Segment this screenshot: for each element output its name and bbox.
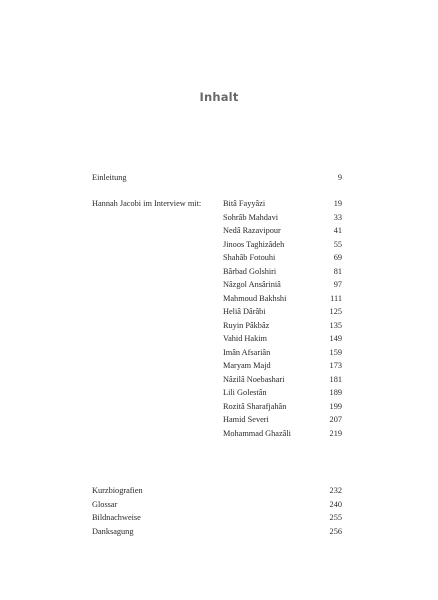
toc-entry-label: Danksagung [92, 526, 134, 536]
toc-entry-page: 181 [329, 374, 342, 384]
toc-entry-page: 219 [329, 428, 342, 438]
toc-entry-page: 159 [329, 347, 342, 357]
toc-entry-page: 240 [329, 499, 342, 509]
toc-interview-entry [0, 294, 438, 304]
toc-entry-intro [0, 173, 438, 183]
toc-interview-entry [0, 321, 438, 331]
interviewee-name: Mohammad Ghazâli [223, 428, 291, 438]
toc-interview-entry [0, 415, 438, 425]
toc-entry-label: Glossar [92, 499, 118, 509]
toc-title: Inhalt [199, 90, 239, 104]
toc-interview-entry [0, 240, 438, 250]
interviewee-name: Sohrâb Mahdavi [223, 212, 279, 222]
interviewee-name: Nâzilâ Noebashari [223, 374, 285, 384]
toc-entry-label: Bildnachweise [92, 513, 141, 522]
toc-entry-page: 69 [333, 253, 342, 262]
toc-entry-page: 41 [333, 226, 342, 235]
interviewee-name: Mahmoud Bakhshi [223, 293, 287, 303]
toc-interview-entry [0, 348, 438, 358]
toc-interview-entry [0, 213, 438, 223]
toc-entry-page: 111 [330, 293, 342, 303]
toc-entry-page: 19 [333, 199, 342, 208]
interviewee-name: Rozitâ Sharafjahân [223, 401, 287, 411]
interviewee-name: Ruyin Pâkbâz [223, 320, 270, 330]
interviewee-name: Heliâ Dârâbi [223, 307, 266, 316]
toc-entry-page: 149 [329, 334, 342, 343]
toc-interview-entry [0, 361, 438, 371]
toc-appendix-entry [0, 486, 438, 496]
toc-interview-entry [0, 307, 438, 317]
toc-entry-label: Einleitung [92, 173, 127, 182]
toc-interview-entry [0, 253, 438, 263]
toc-entry-label: Kurzbiografien [92, 486, 143, 495]
toc-interview-entry [0, 388, 438, 398]
toc-appendix-entry [0, 513, 438, 523]
toc-entry-page: 9 [337, 173, 342, 182]
toc-interview-entry [0, 375, 438, 385]
toc-entry-page: 255 [329, 513, 342, 522]
toc-interview-entry [0, 402, 438, 412]
toc-appendix-entry [0, 527, 438, 537]
interviewee-name: Bârbad Golshiri [223, 266, 277, 276]
interviewee-name: Lili Golestân [223, 388, 267, 397]
toc-entry-page: 97 [333, 280, 342, 289]
toc-interview-entry [0, 280, 438, 290]
interviewee-name: Nedâ Razavipour [223, 226, 281, 235]
interviewee-name: Bitâ Fayyâzi [223, 199, 266, 208]
interviewee-name: Maryam Majd [223, 361, 271, 370]
toc-entry-page: 55 [333, 239, 342, 249]
toc-entry-page: 232 [329, 486, 342, 495]
toc-entry-page: 256 [329, 526, 342, 536]
toc-interview-entry [0, 334, 438, 344]
toc-interview-entry [0, 226, 438, 236]
toc-interview-heading: Hannah Jacobi im Interview mit: [92, 199, 202, 208]
interviewee-name: Imân Afsariân [223, 347, 271, 357]
interviewee-name: Jinoos Taghizâdeh [223, 239, 285, 249]
toc-interview-entry [0, 199, 438, 209]
interviewee-name: Hamid Severi [223, 415, 269, 424]
toc-interview-entry [0, 267, 438, 277]
toc-entry-page: 189 [329, 388, 342, 397]
toc-entry-page: 199 [329, 401, 342, 411]
interviewee-name: Nâzgol Ansâriniâ [223, 280, 281, 289]
toc-entry-page: 135 [329, 320, 342, 330]
toc-entry-page: 207 [329, 415, 342, 424]
toc-interview-entry [0, 429, 438, 439]
toc-entry-page: 125 [329, 307, 342, 316]
toc-entry-page: 33 [333, 212, 342, 222]
toc-entry-page: 173 [329, 361, 342, 370]
interviewee-name: Vahid Hakim [223, 334, 268, 343]
toc-entry-page: 81 [333, 266, 342, 276]
toc-appendix-entry [0, 500, 438, 510]
interviewee-name: Shahâb Fotouhi [223, 253, 276, 262]
